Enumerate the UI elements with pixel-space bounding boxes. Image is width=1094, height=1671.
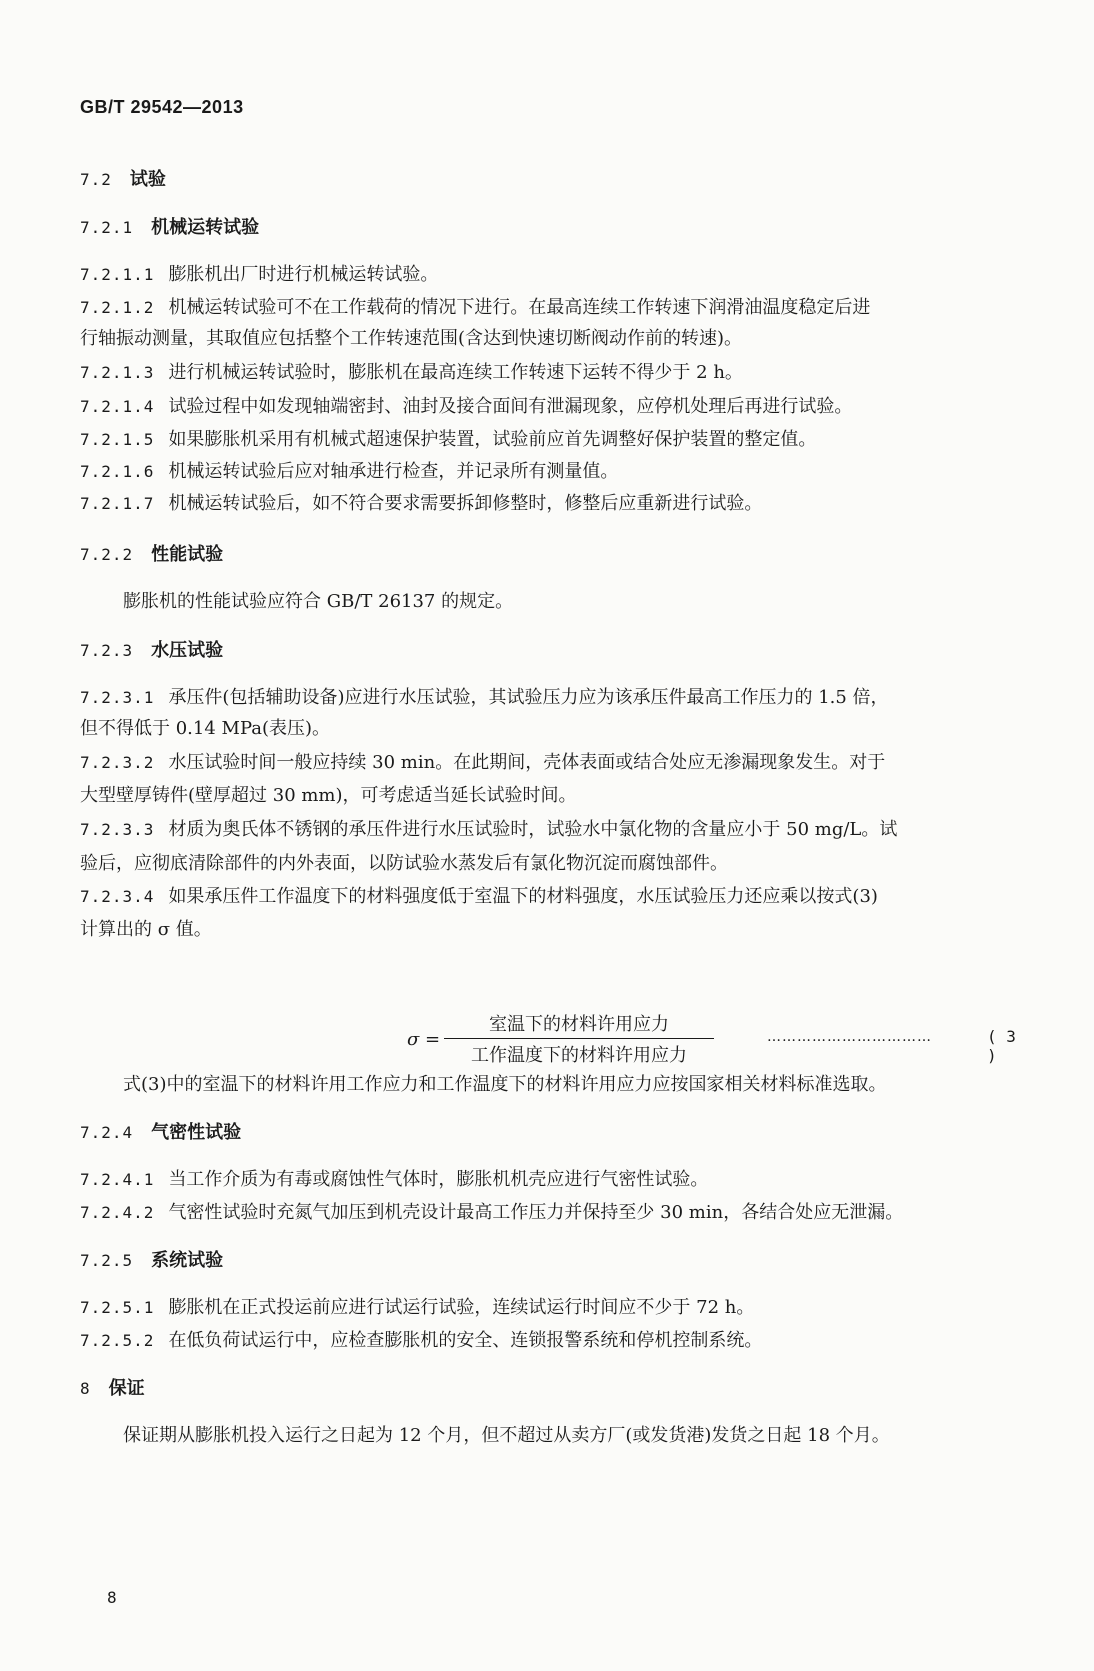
equation-leader-dots: …………………………… xyxy=(767,1029,932,1045)
section-heading-8: 8 保证 xyxy=(80,1378,145,1399)
equation-numerator: 室温下的材料许用应力 xyxy=(444,1010,714,1039)
section-heading-7-2-3: 7.2.3 水压试验 xyxy=(80,640,224,661)
clause-7-2-3-4-cont: 计算出的 σ 值。 xyxy=(80,919,212,940)
clause-7-2-1-5: 7.2.1.5 如果膨胀机采用有机械式超速保护装置，试验前应首先调整好保护装置的整定值。 xyxy=(80,429,817,450)
clause-7-2-3-3: 7.2.3.3 材质为奥氏体不锈钢的承压件进行水压试验时，试验水中氯化物的含量应小于 50 mg/L。试 xyxy=(80,819,898,840)
clause-7-2-1-2: 7.2.1.2 机械运转试验可不在工作载荷的情况下进行。在最高连续工作转速下润滑油温度稳定后进 xyxy=(80,297,871,318)
section-heading-7-2-1: 7.2.1 机械运转试验 xyxy=(80,217,260,238)
equation-3 xyxy=(407,1010,1027,1064)
clause-7-2-1-1: 7.2.1.1 膨胀机出厂时进行机械运转试验。 xyxy=(80,264,439,285)
clause-7-2-1-7: 7.2.1.7 机械运转试验后，如不符合要求需要拆卸修整时，修整后应重新进行试验。 xyxy=(80,493,763,514)
section-heading-7-2-5: 7.2.5 系统试验 xyxy=(80,1250,224,1271)
clause-7-2-3-1-cont: 但不得低于 0.14 MPa(表压)。 xyxy=(80,718,331,739)
clause-7-2-3-1: 7.2.3.1 承压件(包括辅助设备)应进行水压试验，其试验压力应为该承压件最高工作压力的 1.5 倍， xyxy=(80,687,889,708)
clause-7-2-3-3-cont: 验后，应彻底清除部件的内外表面，以防试验水蒸发后有氯化物沉淀而腐蚀部件。 xyxy=(80,853,728,874)
clause-7-2-1-6: 7.2.1.6 机械运转试验后应对轴承进行检查，并记录所有测量值。 xyxy=(80,461,619,482)
equation-number: ( 3 ) xyxy=(987,1027,1016,1065)
equation-note: 式(3)中的室温下的材料许用工作应力和工作温度下的材料许用应力应按国家相关材料标准选取。 xyxy=(123,1074,887,1095)
section-heading-7-2: 7.2 试验 xyxy=(80,169,166,190)
section-heading-7-2-2: 7.2.2 性能试验 xyxy=(80,544,224,565)
equation-lhs: σ = xyxy=(407,1029,441,1050)
clause-7-2-1-4: 7.2.1.4 试验过程中如发现轴端密封、油封及接合面间有泄漏现象，应停机处理后再进行试验。 xyxy=(80,396,853,417)
clause-7-2-5-2: 7.2.5.2 在低负荷试运行中，应检查膨胀机的安全、连锁报警系统和停机控制系统。 xyxy=(80,1330,763,1351)
clause-7-2-1-3: 7.2.1.3 进行机械运转试验时，膨胀机在最高连续工作转速下运转不得少于 2 h。 xyxy=(80,362,743,383)
section-8-body: 保证期从膨胀机投入运行之日起为 12 个月，但不超过从卖方厂(或发货港)发货之日起 18 个月。 xyxy=(123,1425,890,1446)
section-7-2-2-body: 膨胀机的性能试验应符合 GB/T 26137 的规定。 xyxy=(123,591,514,612)
clause-7-2-4-1: 7.2.4.1 当工作介质为有毒或腐蚀性气体时，膨胀机机壳应进行气密性试验。 xyxy=(80,1169,709,1190)
clause-7-2-5-1: 7.2.5.1 膨胀机在正式投运前应进行试运行试验，连续试运行时间应不少于 72 h。 xyxy=(80,1297,755,1318)
equation-denominator: 工作温度下的材料许用应力 xyxy=(471,1045,687,1066)
clause-7-2-4-2: 7.2.4.2 气密性试验时充氮气加压到机壳设计最高工作压力并保持至少 30 min，各结合处应无泄漏。 xyxy=(80,1202,904,1223)
document-header: GB/T 29542—2013 xyxy=(80,97,244,117)
section-heading-7-2-4: 7.2.4 气密性试验 xyxy=(80,1122,242,1143)
page-number: 8 xyxy=(107,1588,117,1607)
clause-7-2-3-2-cont: 大型壁厚铸件(壁厚超过 30 mm)，可考虑适当延长试验时间。 xyxy=(80,785,577,806)
clause-7-2-3-4: 7.2.3.4 如果承压件工作温度下的材料强度低于室温下的材料强度，水压试验压力还应乘以按式(3) xyxy=(80,886,878,907)
equation-fraction xyxy=(444,1010,714,1067)
clause-7-2-3-2: 7.2.3.2 水压试验时间一般应持续 30 min。在此期间，壳体表面或结合处应无渗漏现象发生。对于 xyxy=(80,752,886,773)
clause-7-2-1-2-cont: 行轴振动测量，其取值应包括整个工作转速范围(含达到快速切断阀动作前的转速)。 xyxy=(80,328,743,349)
